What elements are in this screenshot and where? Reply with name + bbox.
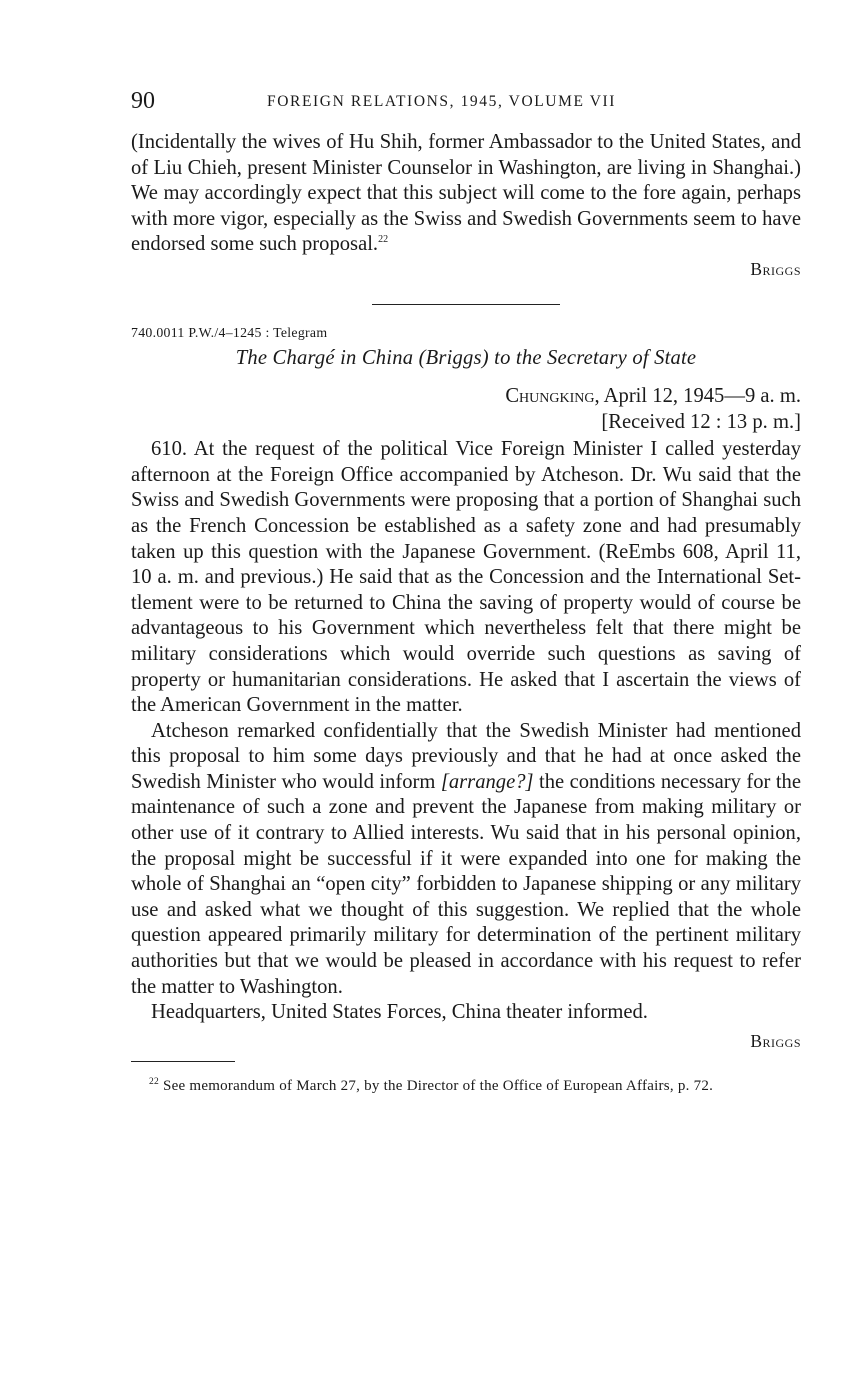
bracketed-conjecture: [arrange?] bbox=[440, 770, 534, 793]
footnote-mark: 22 bbox=[149, 1076, 159, 1087]
dateline bbox=[131, 384, 801, 410]
footnote-rule bbox=[131, 1061, 235, 1062]
page-number: 90 bbox=[131, 88, 155, 114]
paragraph-2-text-b: the conditions necessary for the maintenance of such a zone and prevent the Japanese from making military or other use of it contrary to Allied interests. Wu said that in his personal opinion, the proposal might be successful if it were expanded into one for making the whole of Shanghai an “open city” forbidden to Japanese shipping or any military use and asked what we thought of this suggestion. We replied that the whole question appeared primarily military for determination of the pertinent military authorities but that we would be pleased in accordance with his request to refer the matter to Washington. bbox=[131, 770, 801, 998]
dateline-place: Chungking, bbox=[505, 384, 600, 407]
paragraph-2-text-a: Atcheson remarked confidentially that the Swedish Minister had mentioned this proposal to him some days previously and that he had at once asked the Swedish Minister who would inform bbox=[131, 719, 801, 793]
document-page bbox=[131, 88, 801, 1110]
file-reference: 740.0011 P.W./4–1245 : Telegram bbox=[131, 324, 328, 340]
body-paragraph-1: 610. At the request of the political Vice Foreign Minister I called yesterday afternoon at the Foreign Office accompanied by Atcheson. Dr. Wu said that the Swiss and Swedish Governments were proposing that a portion of Shanghai such as the French Concession be established as a safety zone and had presumably taken up this question with the Japanese Government. (ReEmbs 608, April 11, 10 a. m. and previous.) He said that as the Concession and the International Settlement were to be returned to China the saving of property would of course be advantageous to his Government which nevertheless felt that there might be military considerations which would override such questions as saving of property or humanitarian considerations. He asked that I ascertain the views of the American Government in the matter. bbox=[131, 438, 801, 717]
footnote-reference: 22 bbox=[378, 234, 389, 246]
continued-paragraph bbox=[131, 130, 801, 258]
document-heading: The Chargé in China (Briggs) to the Secretary of State bbox=[235, 346, 697, 369]
body-paragraph-2 bbox=[131, 719, 801, 1001]
running-head bbox=[131, 88, 801, 118]
signature-briggs-2: Briggs bbox=[750, 1030, 801, 1051]
signature-briggs-1: Briggs bbox=[750, 258, 801, 279]
closing-line: Headquarters, United States Forces, China theater informed. bbox=[151, 1001, 648, 1024]
running-title: FOREIGN RELATIONS, 1945, VOLUME VII bbox=[267, 93, 617, 110]
continued-text: (Incidentally the wives of Hu Shih, former Ambassador to the United States, and of Liu Chieh, present Minister Counselor in Washington, are living in Shanghai.) We may accordingly expect that this subject will come to the fore again, perhaps with more vigor, especially as the Swiss and Swedish Governments seem to have endorsed some such proposal. bbox=[131, 131, 801, 256]
section-divider bbox=[372, 304, 560, 305]
footnote-text: See memorandum of March 27, by the Director of the Office of European Affairs, p. 72. bbox=[163, 1077, 714, 1094]
footnote bbox=[131, 1078, 801, 1096]
received-line: [Received 12 : 13 p. m.] bbox=[601, 410, 801, 433]
dateline-date: April 12, 1945—9 a. m. bbox=[599, 384, 801, 407]
